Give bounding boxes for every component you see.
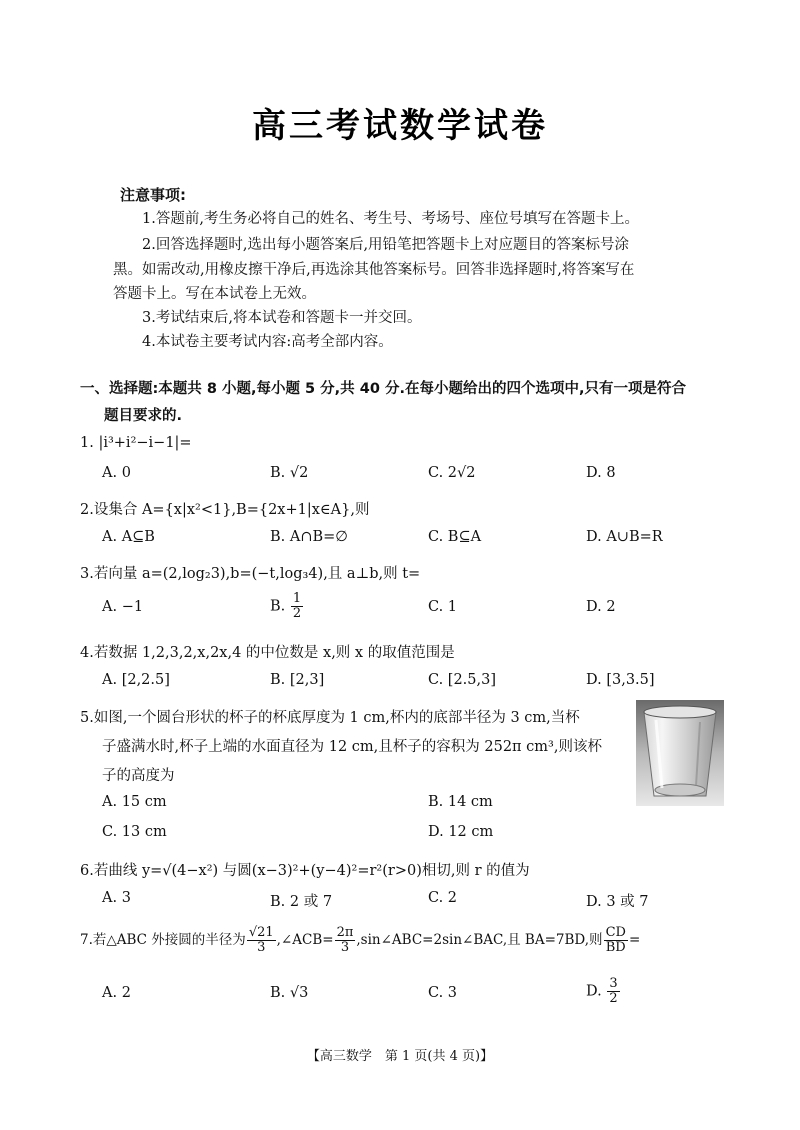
notice-line-1: 1.答题前,考生务必将自己的姓名、考生号、考场号、座位号填写在答题卡上。 — [142, 211, 639, 227]
glass-cup-image — [636, 700, 724, 806]
question-7-stem — [80, 926, 640, 955]
q7-d-denominator: 2 — [609, 991, 618, 1006]
question-1-stem: 1. |i³+i²−i−1|= — [80, 435, 192, 451]
notice-line-4: 4.本试卷主要考试内容:高考全部内容。 — [142, 334, 393, 350]
q7-radius-numerator: √21 — [248, 925, 274, 940]
question-5-line-3: 子的高度为 — [102, 768, 175, 784]
q7-radius-denominator: 3 — [257, 940, 266, 955]
q3-b-numerator: 1 — [292, 591, 302, 606]
notice-line-2a: 2.回答选择题时,选出每小题答案后,用铅笔把答题卡上对应题目的答案标号涂 — [142, 237, 630, 253]
notice-line-3: 3.考试结束后,将本试卷和答题卡一并交回。 — [142, 310, 422, 326]
q5-option-a: A. 15 cm — [102, 794, 167, 810]
q6-option-d: D. 3 或 7 — [586, 894, 649, 910]
page-footer: 【高三数学 第 1 页(共 4 页)】 — [306, 1049, 494, 1064]
q2-option-b: B. A∩B=∅ — [270, 529, 348, 545]
q2-option-d: D. A∪B=R — [586, 529, 663, 545]
notice-line-2b: 黑。如需改动,用橡皮擦干净后,再选涂其他答案标号。回答非选择题时,将答案写在 — [113, 262, 635, 278]
page-title: 高三考试数学试卷 — [252, 106, 548, 146]
q7-option-d — [586, 977, 621, 1006]
q7-option-c: C. 3 — [428, 985, 458, 1001]
q7-angle-fraction — [335, 926, 356, 955]
q7-option-d-fraction — [607, 977, 619, 1006]
q3-option-a: A. −1 — [102, 599, 144, 615]
q1-option-a: A. 0 — [102, 465, 131, 481]
q7-angle-numerator: 2π — [336, 925, 354, 940]
q3-option-b-fraction — [291, 592, 303, 621]
question-3-stem: 3.若向量 a=(2,log₂3),b=(−t,log₃4),且 a⊥b,则 t= — [80, 566, 421, 582]
question-5-line-1: 5.如图,一个圆台形状的杯子的杯底厚度为 1 cm,杯内的底部半径为 3 cm,当杯 — [80, 710, 580, 726]
q3-option-c: C. 1 — [428, 599, 458, 615]
question-6-stem: 6.若曲线 y=√(4−x²) 与圆(x−3)²+(y−4)²=r²(r>0)相切,则 r 的值为 — [80, 863, 530, 879]
q2-option-a: A. A⊆B — [102, 529, 155, 545]
q3-b-denominator: 2 — [292, 606, 302, 621]
question-2-stem: 2.设集合 A={x|x²<1},B={2x+1|x∈A},则 — [80, 502, 370, 518]
notice-heading: 注意事项: — [120, 186, 186, 204]
q4-option-b: B. [2,3] — [270, 672, 325, 688]
section-heading-cont: 题目要求的. — [104, 408, 183, 424]
q4-option-d: D. [3,3.5] — [586, 672, 655, 688]
q5-option-d: D. 12 cm — [428, 824, 494, 840]
question-5-line-2: 子盛满水时,杯子上端的水面直径为 12 cm,且杯子的容积为 252π cm³,则该杯 — [102, 739, 602, 755]
q7-radius-fraction — [247, 926, 276, 955]
q7-stem-end: = — [628, 932, 641, 948]
section-heading: 一、选择题:本题共 8 小题,每小题 5 分,共 40 分.在每小题给出的四个选项中,只有一项是符合 — [80, 381, 686, 397]
notice-line-2c: 答题卡上。写在本试卷上无效。 — [113, 286, 316, 302]
q7-ratio-denominator: BD — [605, 940, 626, 955]
q7-stem-post: ,sin∠ABC=2sin∠BAC,且 BA=7BD,则 — [356, 932, 603, 948]
q1-option-b: B. √2 — [270, 465, 309, 481]
q7-d-numerator: 3 — [609, 976, 618, 991]
q5-option-b: B. 14 cm — [428, 794, 493, 810]
q3-option-b — [270, 592, 304, 621]
q7-ratio-fraction — [604, 926, 628, 955]
q1-option-d: D. 8 — [586, 465, 616, 481]
q6-option-b: B. 2 或 7 — [270, 894, 333, 910]
q7-option-d-label: D. — [586, 983, 602, 1000]
q7-option-b: B. √3 — [270, 985, 309, 1001]
q5-option-c: C. 13 cm — [102, 824, 167, 840]
q4-option-a: A. [2,2.5] — [102, 672, 170, 688]
q6-option-c: C. 2 — [428, 890, 458, 906]
question-4-stem: 4.若数据 1,2,3,2,x,2x,4 的中位数是 x,则 x 的取值范围是 — [80, 645, 455, 661]
q7-option-a: A. 2 — [102, 985, 131, 1001]
q1-option-c: C. 2√2 — [428, 465, 476, 481]
q7-stem-prefix: 7.若△ABC 外接圆的半径为 — [80, 932, 246, 948]
q7-ratio-numerator: CD — [605, 925, 626, 940]
q3-option-b-label: B. — [270, 598, 286, 615]
q6-option-a: A. 3 — [102, 890, 131, 906]
q4-option-c: C. [2.5,3] — [428, 672, 497, 688]
q7-angle-denominator: 3 — [340, 940, 350, 955]
q3-option-d: D. 2 — [586, 599, 616, 615]
q2-option-c: C. B⊆A — [428, 529, 482, 545]
q7-stem-middle: ,∠ACB= — [276, 932, 334, 948]
